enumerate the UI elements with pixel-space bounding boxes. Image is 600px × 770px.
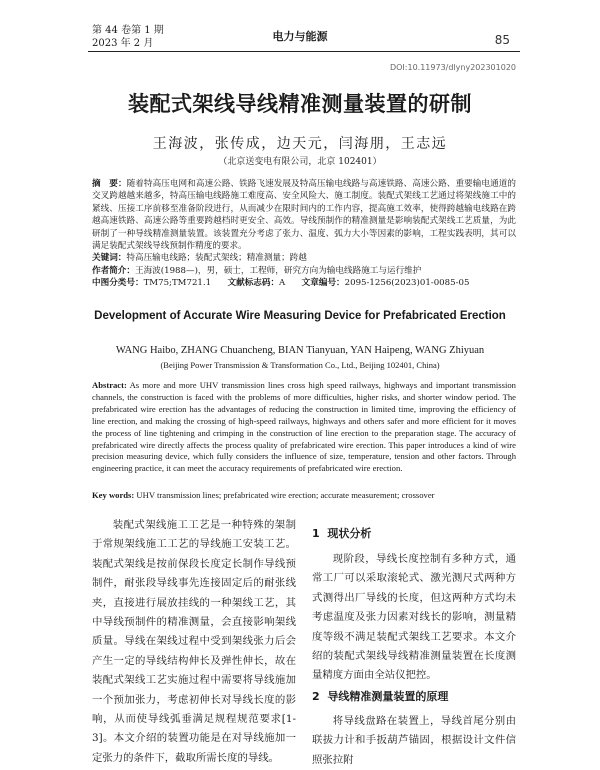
page-number: 85 — [494, 33, 510, 47]
authors-en: WANG Haibo, ZHANG Chuancheng, BIAN Tianyuan, YAN Haipeng, WANG Zhiyuan — [115, 345, 485, 356]
keywords-cn-text: 特高压输电线路；装配式架线；精准测量；跨越 — [126, 253, 307, 264]
journal-name: 电力与能源 — [272, 30, 328, 43]
classification-meta — [92, 277, 516, 289]
keywords-en-text: UHV transmission lines; prefabricated wire erection; accurate measurement; crossover — [136, 490, 435, 500]
volume-label: 第 44 卷第 1 期 — [92, 25, 164, 36]
doi[interactable]: DOI:10.11973/dlyny202301020 — [389, 63, 516, 72]
clc-label: 中图分类号： — [92, 278, 144, 289]
section-2-title: 导线精准测量装置的原理 — [327, 690, 449, 703]
section-1-title: 现状分析 — [327, 527, 372, 540]
author-bio-cn — [92, 265, 516, 277]
abstract-en-text: As more and more UHV transmission lines cross high speed railways, highways and important transmission channels, the construction is faced with the problems of more difficulties, higher risks, and shorter window period. The prefabricated wire erection has the advantages of reducing the construction in limited time, improving the efficiency of line erection, and making the crossing of high-speed railways, highways and others safer and more efficient for it moves the process of line tightening and crimping in the construction of line erection to the preparation stage. The accuracy of prefabricated wire directly affects the process quality of prefabricated wire erection. This paper introduces a kind of wire precision measuring device, which fully considers the influence of size, temperature, tension and other factors. Through engineering practice, it can meet the accuracy requirements of prefabricated wire erection. — [92, 380, 516, 474]
clc-value: TM75;TM721.1 — [143, 278, 212, 289]
body-right-column — [312, 550, 516, 686]
header-divider — [88, 51, 520, 52]
status-paragraph: 现阶段，导线长度控制有多种方式，通常工厂可以采取滚轮式、激光测尺式两种方式测得出厂导线的长度，但这两种方式均未考虑温度及张力因素对线长的影响，测量精度等级不满足装配式架线工艺要求。本文介绍的装配式架线导线精准测量装置在长度测量精度方面由全站仪把控。 — [312, 553, 516, 682]
doc-code-label: 文献标志码： — [227, 278, 280, 289]
date-label: 2023 年 2 月 — [92, 38, 154, 49]
affiliation-en: (Beijing Power Transmission & Transformation Co., Ltd., Beijing 102401, China) — [160, 360, 440, 370]
keywords-en — [92, 489, 516, 501]
title-cn: 装配式架线导线精准测量装置的研制 — [128, 92, 472, 116]
section-2-number: 2 — [312, 690, 320, 703]
author-bio-label: 作者简介： — [92, 265, 135, 276]
doc-code-value: A — [279, 278, 286, 289]
abstract-cn-label: 摘 要： — [92, 179, 127, 189]
principle-paragraph: 将导线盘路在装置上，导线首尾分别由联拔力计和手扳葫芦锚固，根据设计文件信照张拉附 — [312, 715, 516, 766]
title-en: Development of Accurate Wire Measuring Device for Prefabricated Erection — [94, 310, 506, 322]
abstract-en-label: Abstract: — [92, 380, 127, 390]
section-heading-1 — [312, 525, 371, 541]
keywords-en-label: Key words: — [92, 490, 135, 500]
article-no-label: 文章编号： — [301, 278, 345, 289]
section-1-number: 1 — [312, 527, 320, 540]
keywords-cn — [92, 252, 516, 264]
keywords-cn-label: 关键词： — [92, 253, 127, 264]
intro-paragraph: 装配式架线施工工艺是一种特殊的架制于常规架线施工工艺的导线施工安装工艺。装配式架线是按前保段长度定长制作导线预制件，耐张段导线事先连接固定后的耐张线夹，直接进行展放挂线的一种架线工艺，其中导线预制件的精准测量，会直接影响架线质量。导线在架线过程中受到架线张力后会产生一定的导线结构伸长及弹性伸长，故在装配式架线工艺实施过程中需要将导线施加一个预加张力，考虑初伸长对导线长度的影响，从而使导线弧垂满足规程规范要求[1-3]。本文介绍的装置功能是在对导线施加一定张力的条件下，截取所需长度的导线。 — [92, 519, 296, 764]
abstract-cn-text: 随着特高压电网和高速公路、铁路飞速发展及特高压输电线路与高速铁路、高速公路、重要输电通道的交叉跨越越来越多，特高压输电线路施工难度高、安全风险大、施工制度。装配式架线工艺通过将架线施工中的紧线、压接工序前移至准备阶段进行，从而减少在限时间内的工作内容，提高施工效率，使得跨越输电线路在跨越高速铁路、高速公路等重要跨越档时更安全、高效。导线预制作的精准测量是影响装配式架线工艺质量，为此研制了一种导线精准测量装置。该装置充分考虑了张力、温度、弧力大小等因素的影响，工程实践表明，其可以满足装配式架线导线预制作精度的要求。 — [92, 179, 516, 252]
author-bio-text: 王海波(1988—)，男，硕士，工程师，研究方向为输电线路施工与运行维护 — [134, 265, 422, 276]
abstract-en — [92, 380, 516, 475]
body-right-column-2 — [312, 712, 516, 770]
authors-cn: 王海波，张传成，边天元，闫海朋，王志远 — [152, 136, 448, 152]
body-left-column — [92, 516, 296, 768]
abstract-cn — [92, 178, 516, 290]
article-no-value: 2095-1256(2023)01-0085-05 — [344, 278, 470, 289]
section-heading-2 — [312, 688, 448, 704]
affiliation-cn: （北京送变电有限公司，北京 102401） — [218, 157, 382, 167]
